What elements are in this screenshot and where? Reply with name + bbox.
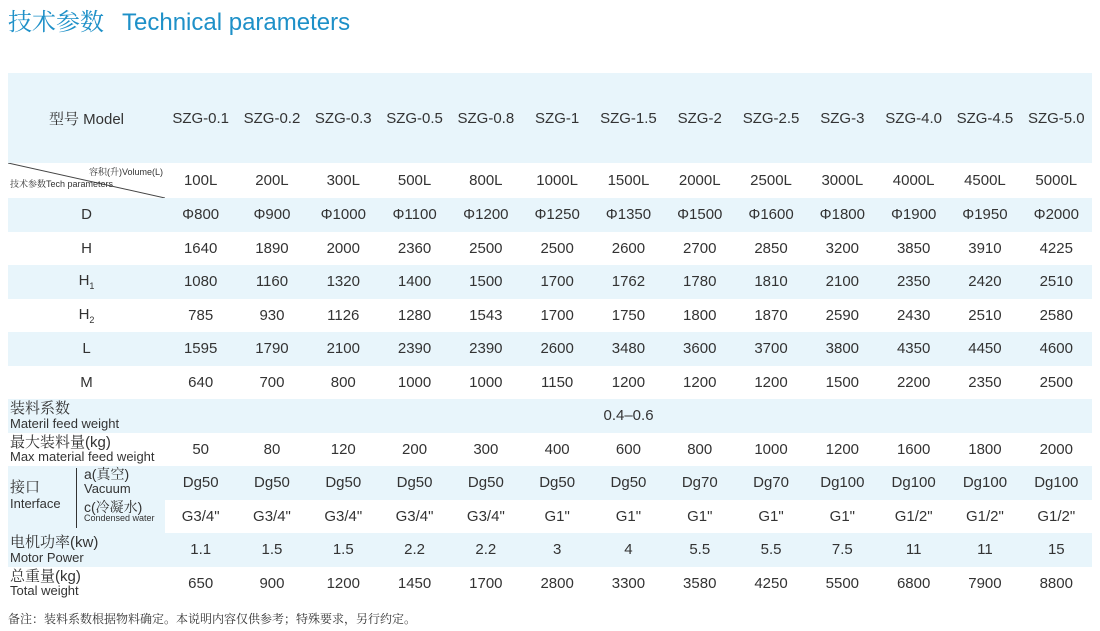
row-l (8, 332, 1092, 366)
row-label-en: Materil feed weight (10, 415, 120, 431)
model-label: 型号 Model (8, 73, 165, 163)
value-cell: 4225 (1039, 239, 1073, 257)
value-cell: Φ1100 (379, 198, 450, 232)
value-cell: 2500 (540, 239, 574, 257)
value-cell: 1790 (236, 332, 307, 366)
value-cell: Dg100 (1021, 466, 1092, 500)
value-cell: G3/4" (253, 507, 291, 525)
iface-bracket (76, 468, 81, 528)
value-cell: 4350 (878, 332, 949, 366)
dim-subscript: 2 (89, 314, 95, 325)
iface-en: Interface (10, 495, 61, 511)
row-label-en: Motor Power (10, 549, 84, 565)
value-cell: Φ1600 (735, 198, 806, 232)
value-cell: 800 (330, 373, 356, 391)
footnote: 备注：装料系数根据物料确定。本说明内容仅供参考；特殊要求，另行约定。 (8, 612, 417, 626)
value-cell: 640 (188, 373, 214, 391)
value-cell: 2700 (683, 239, 717, 257)
value-cell: 5.5 (664, 533, 735, 567)
row-label-cn: 总重量(kg) (10, 567, 81, 585)
volume-cell: 500L (397, 172, 432, 189)
row-label-l (8, 332, 165, 366)
value-cell: 2600 (522, 332, 593, 366)
iface-label (8, 466, 165, 533)
value-cell: 7.5 (807, 533, 878, 567)
value-cell: 1800 (968, 440, 1002, 458)
value-cell: 2850 (754, 239, 788, 257)
dim-label: M (80, 373, 93, 391)
value-cell: 785 (188, 306, 214, 324)
value-cell: 400 (544, 440, 570, 458)
value-cell: 1870 (754, 306, 788, 324)
volume-row (8, 163, 1092, 198)
value-cell: 650 (188, 574, 214, 592)
volume-cell: 5000L (1035, 172, 1078, 189)
value-cell: 2000 (326, 239, 360, 257)
iface-cn: 接口 (10, 479, 41, 496)
value-cell: 800 (687, 440, 713, 458)
value-cell: 1200 (326, 574, 360, 592)
value-cell: 700 (259, 373, 285, 391)
value-cell: 3580 (683, 574, 717, 592)
value-cell: G1" (615, 507, 642, 525)
value-cell: Dg100 (807, 466, 878, 500)
value-cell: 15 (1021, 533, 1092, 567)
row-weight (8, 567, 1092, 601)
value-cell: Φ1950 (949, 198, 1020, 232)
value-cell: 2580 (1039, 306, 1073, 324)
value-cell: 2200 (896, 373, 931, 391)
value-cell: G1/2" (966, 507, 1004, 525)
page-title (8, 2, 350, 37)
tech-label: 技术参数Tech parameters (10, 179, 114, 189)
value-cell: 6800 (896, 574, 931, 592)
dim-label: H (78, 305, 90, 323)
value-cell: 4 (593, 533, 664, 567)
value-cell: 4250 (754, 574, 788, 592)
value-cell: 2390 (379, 332, 450, 366)
dim-label: H (81, 239, 92, 257)
value-cell: 2800 (540, 574, 574, 592)
value-cell: 2430 (896, 306, 931, 324)
value-cell: 1280 (397, 306, 432, 324)
value-cell: 1640 (183, 239, 218, 257)
value-cell: Dg70 (664, 466, 735, 500)
value-cell: 1320 (308, 265, 379, 299)
row-label-m (8, 366, 165, 400)
value-cell: Dg100 (878, 466, 949, 500)
value-cell: 1595 (165, 332, 236, 366)
value-cell: G1" (758, 507, 784, 525)
row-h2 (8, 299, 1092, 333)
value-cell: 2390 (450, 332, 521, 366)
volume-cell: 300L (326, 172, 360, 189)
value-cell: 200 (402, 440, 428, 458)
value-cell: 1.1 (165, 533, 236, 567)
model-cell: SZG-4.5 (949, 73, 1020, 163)
row-d (8, 198, 1092, 232)
model-cell: SZG-0.5 (379, 73, 450, 163)
dim-label: H (78, 272, 90, 290)
dim-label: D (81, 206, 92, 224)
value-cell: Dg50 (522, 466, 593, 500)
row-label-h1 (8, 265, 165, 299)
value-cell: 2.2 (379, 533, 450, 567)
value-cell: G1" (687, 507, 713, 525)
row-label-h2 (8, 299, 165, 333)
value-cell: 930 (259, 306, 285, 324)
row-feed (8, 399, 1092, 433)
value-cell: 1762 (593, 265, 664, 299)
value-cell: 1080 (165, 265, 236, 299)
value-cell: 2.2 (450, 533, 521, 567)
value-cell: 2360 (397, 239, 432, 257)
model-cell: SZG-3 (807, 73, 878, 163)
value-cell: 11 (949, 533, 1020, 567)
value-cell: Dg100 (949, 466, 1020, 500)
value-cell: 1450 (397, 574, 432, 592)
value-cell: 1000 (754, 440, 788, 458)
value-cell: 2600 (611, 239, 646, 257)
value-cell: Φ800 (165, 198, 236, 232)
value-cell: G3/4" (324, 507, 363, 525)
value-cell: Dg50 (236, 466, 307, 500)
value-cell: 11 (878, 533, 949, 567)
value-cell: 2590 (825, 306, 860, 324)
volume-cell: 3000L (821, 172, 864, 189)
row-maxfeed (8, 433, 1092, 467)
value-cell: 80 (263, 440, 281, 458)
title-cn: 技术参数 (8, 9, 104, 36)
value-cell: G1" (829, 507, 855, 525)
value-cell: 1780 (664, 265, 735, 299)
volume-cell: 200L (255, 172, 289, 189)
model-cell: SZG-0.1 (165, 73, 236, 163)
value-cell: Φ2000 (1021, 198, 1092, 232)
feed-label (8, 399, 165, 433)
value-cell: 1890 (255, 239, 289, 257)
volume-cell: 4500L (964, 172, 1006, 189)
value-cell: 3800 (807, 332, 878, 366)
value-cell: Φ1500 (664, 198, 735, 232)
iface-c-en: Condensed water (84, 513, 155, 523)
iface-c-cn: c(冷凝水) (84, 499, 143, 515)
weight-label (8, 567, 165, 601)
value-cell: 50 (192, 440, 209, 458)
value-cell: G3/4" (466, 507, 505, 525)
row-power (8, 533, 1092, 567)
row-label-en: Total weight (10, 583, 79, 599)
row-label-en: Max material feed weight (10, 449, 155, 465)
value-cell: 1000 (397, 373, 432, 391)
row-label-cn: 电机功率(kw) (10, 534, 99, 552)
value-cell: 4600 (1021, 332, 1092, 366)
model-cell: SZG-0.8 (450, 73, 521, 163)
value-cell: Φ1900 (878, 198, 949, 232)
value-cell: 1750 (611, 306, 646, 324)
value-cell: 1160 (236, 265, 307, 299)
value-cell: 3 (522, 533, 593, 567)
value-cell: 2500 (469, 239, 503, 257)
value-cell: 5.5 (735, 533, 806, 567)
value-cell: 120 (330, 440, 356, 458)
value-cell: 3300 (611, 574, 646, 592)
volume-cell: 2000L (678, 172, 721, 189)
value-cell: 4450 (949, 332, 1020, 366)
maxfeed-label (8, 433, 165, 467)
row-h (8, 232, 1092, 266)
value-cell: 2000 (1039, 440, 1073, 458)
value-cell: 1.5 (308, 533, 379, 567)
model-cell: SZG-0.3 (308, 73, 379, 163)
volume-cell: 1500L (607, 172, 650, 189)
row-iface-a (8, 466, 1092, 500)
volume-cell: 1000L (536, 172, 578, 189)
feed-value: 0.4–0.6 (165, 399, 1092, 433)
value-cell: Φ1800 (807, 198, 878, 232)
header-row (8, 73, 1092, 163)
value-cell: Φ1350 (593, 198, 664, 232)
value-cell: 900 (259, 574, 285, 592)
row-h1 (8, 265, 1092, 299)
row-label-d (8, 198, 165, 232)
diagonal-header-cell (8, 163, 165, 198)
value-cell: 2350 (878, 265, 949, 299)
iface-a-cn: a(真空) (84, 466, 130, 482)
value-cell: 3480 (593, 332, 664, 366)
value-cell: 1600 (896, 440, 931, 458)
value-cell: Dg50 (165, 466, 236, 500)
value-cell: Φ1200 (450, 198, 521, 232)
value-cell: 1000 (469, 373, 503, 391)
row-label-h (8, 232, 165, 266)
value-cell: 1700 (540, 306, 574, 324)
value-cell: 2350 (968, 373, 1002, 391)
value-cell: 1.5 (236, 533, 307, 567)
value-cell: 1700 (522, 265, 593, 299)
title-en: Technical parameters (122, 9, 351, 36)
value-cell: 1200 (683, 373, 717, 391)
value-cell: G3/4" (395, 507, 434, 525)
volume-cell: 100L (183, 172, 218, 189)
value-cell: Dg50 (379, 466, 450, 500)
volume-label: 容积(升)Volume(L) (89, 167, 164, 177)
value-cell: Φ900 (236, 198, 307, 232)
value-cell: G1/2" (894, 507, 933, 525)
value-cell: 300 (473, 440, 499, 458)
value-cell: 1543 (469, 306, 503, 324)
value-cell: 1126 (327, 306, 360, 324)
value-cell: 2100 (807, 265, 878, 299)
volume-cell: 800L (469, 172, 503, 189)
dim-label: L (82, 340, 91, 358)
row-m (8, 366, 1092, 400)
model-cell: SZG-4.0 (878, 73, 949, 163)
value-cell: 3910 (968, 239, 1002, 257)
value-cell: 5500 (825, 574, 860, 592)
dim-subscript: 1 (89, 281, 95, 292)
value-cell: 1200 (611, 373, 646, 391)
value-cell: 1500 (450, 265, 521, 299)
iface-a-en: Vacuum (84, 480, 131, 496)
value-cell: 600 (615, 440, 641, 458)
row-label-cn: 最大装料量(kg) (10, 433, 111, 451)
value-cell: Dg50 (593, 466, 664, 500)
value-cell: 1200 (754, 373, 788, 391)
model-cell: SZG-5.0 (1021, 73, 1092, 163)
volume-cell: 2500L (750, 172, 792, 189)
value-cell: 1700 (469, 574, 503, 592)
value-cell: 7900 (968, 574, 1002, 592)
value-cell: G1/2" (1037, 507, 1076, 525)
value-cell: 2500 (1039, 373, 1073, 391)
value-cell: 1150 (541, 373, 574, 391)
value-cell: G1" (544, 507, 570, 525)
value-cell: 3850 (896, 239, 931, 257)
value-cell: 2510 (1021, 265, 1092, 299)
value-cell: 1500 (825, 373, 860, 391)
value-cell: 3200 (825, 239, 860, 257)
model-cell: SZG-2.5 (735, 73, 806, 163)
value-cell: 2420 (949, 265, 1020, 299)
value-cell: 1200 (825, 440, 860, 458)
value-cell: Φ1250 (522, 198, 593, 232)
model-cell: SZG-1 (522, 73, 593, 163)
model-cell: SZG-1.5 (593, 73, 664, 163)
value-cell: 1400 (379, 265, 450, 299)
row-label-cn: 装料系数 (10, 400, 71, 418)
parameters-table (8, 73, 1092, 600)
power-label (8, 533, 165, 567)
value-cell: G3/4" (181, 507, 220, 525)
value-cell: Dg70 (735, 466, 806, 500)
row-iface-c (8, 500, 1092, 534)
volume-cell: 4000L (892, 172, 935, 189)
value-cell: 2510 (968, 306, 1002, 324)
value-cell: 2100 (308, 332, 379, 366)
value-cell: 3600 (664, 332, 735, 366)
model-cell: SZG-0.2 (236, 73, 307, 163)
value-cell: 8800 (1039, 574, 1073, 592)
value-cell: 1800 (683, 306, 717, 324)
value-cell: 1810 (735, 265, 806, 299)
value-cell: Dg50 (450, 466, 521, 500)
model-cell: SZG-2 (664, 73, 735, 163)
value-cell: Φ1000 (308, 198, 379, 232)
value-cell: 3700 (735, 332, 806, 366)
value-cell: Dg50 (308, 466, 379, 500)
